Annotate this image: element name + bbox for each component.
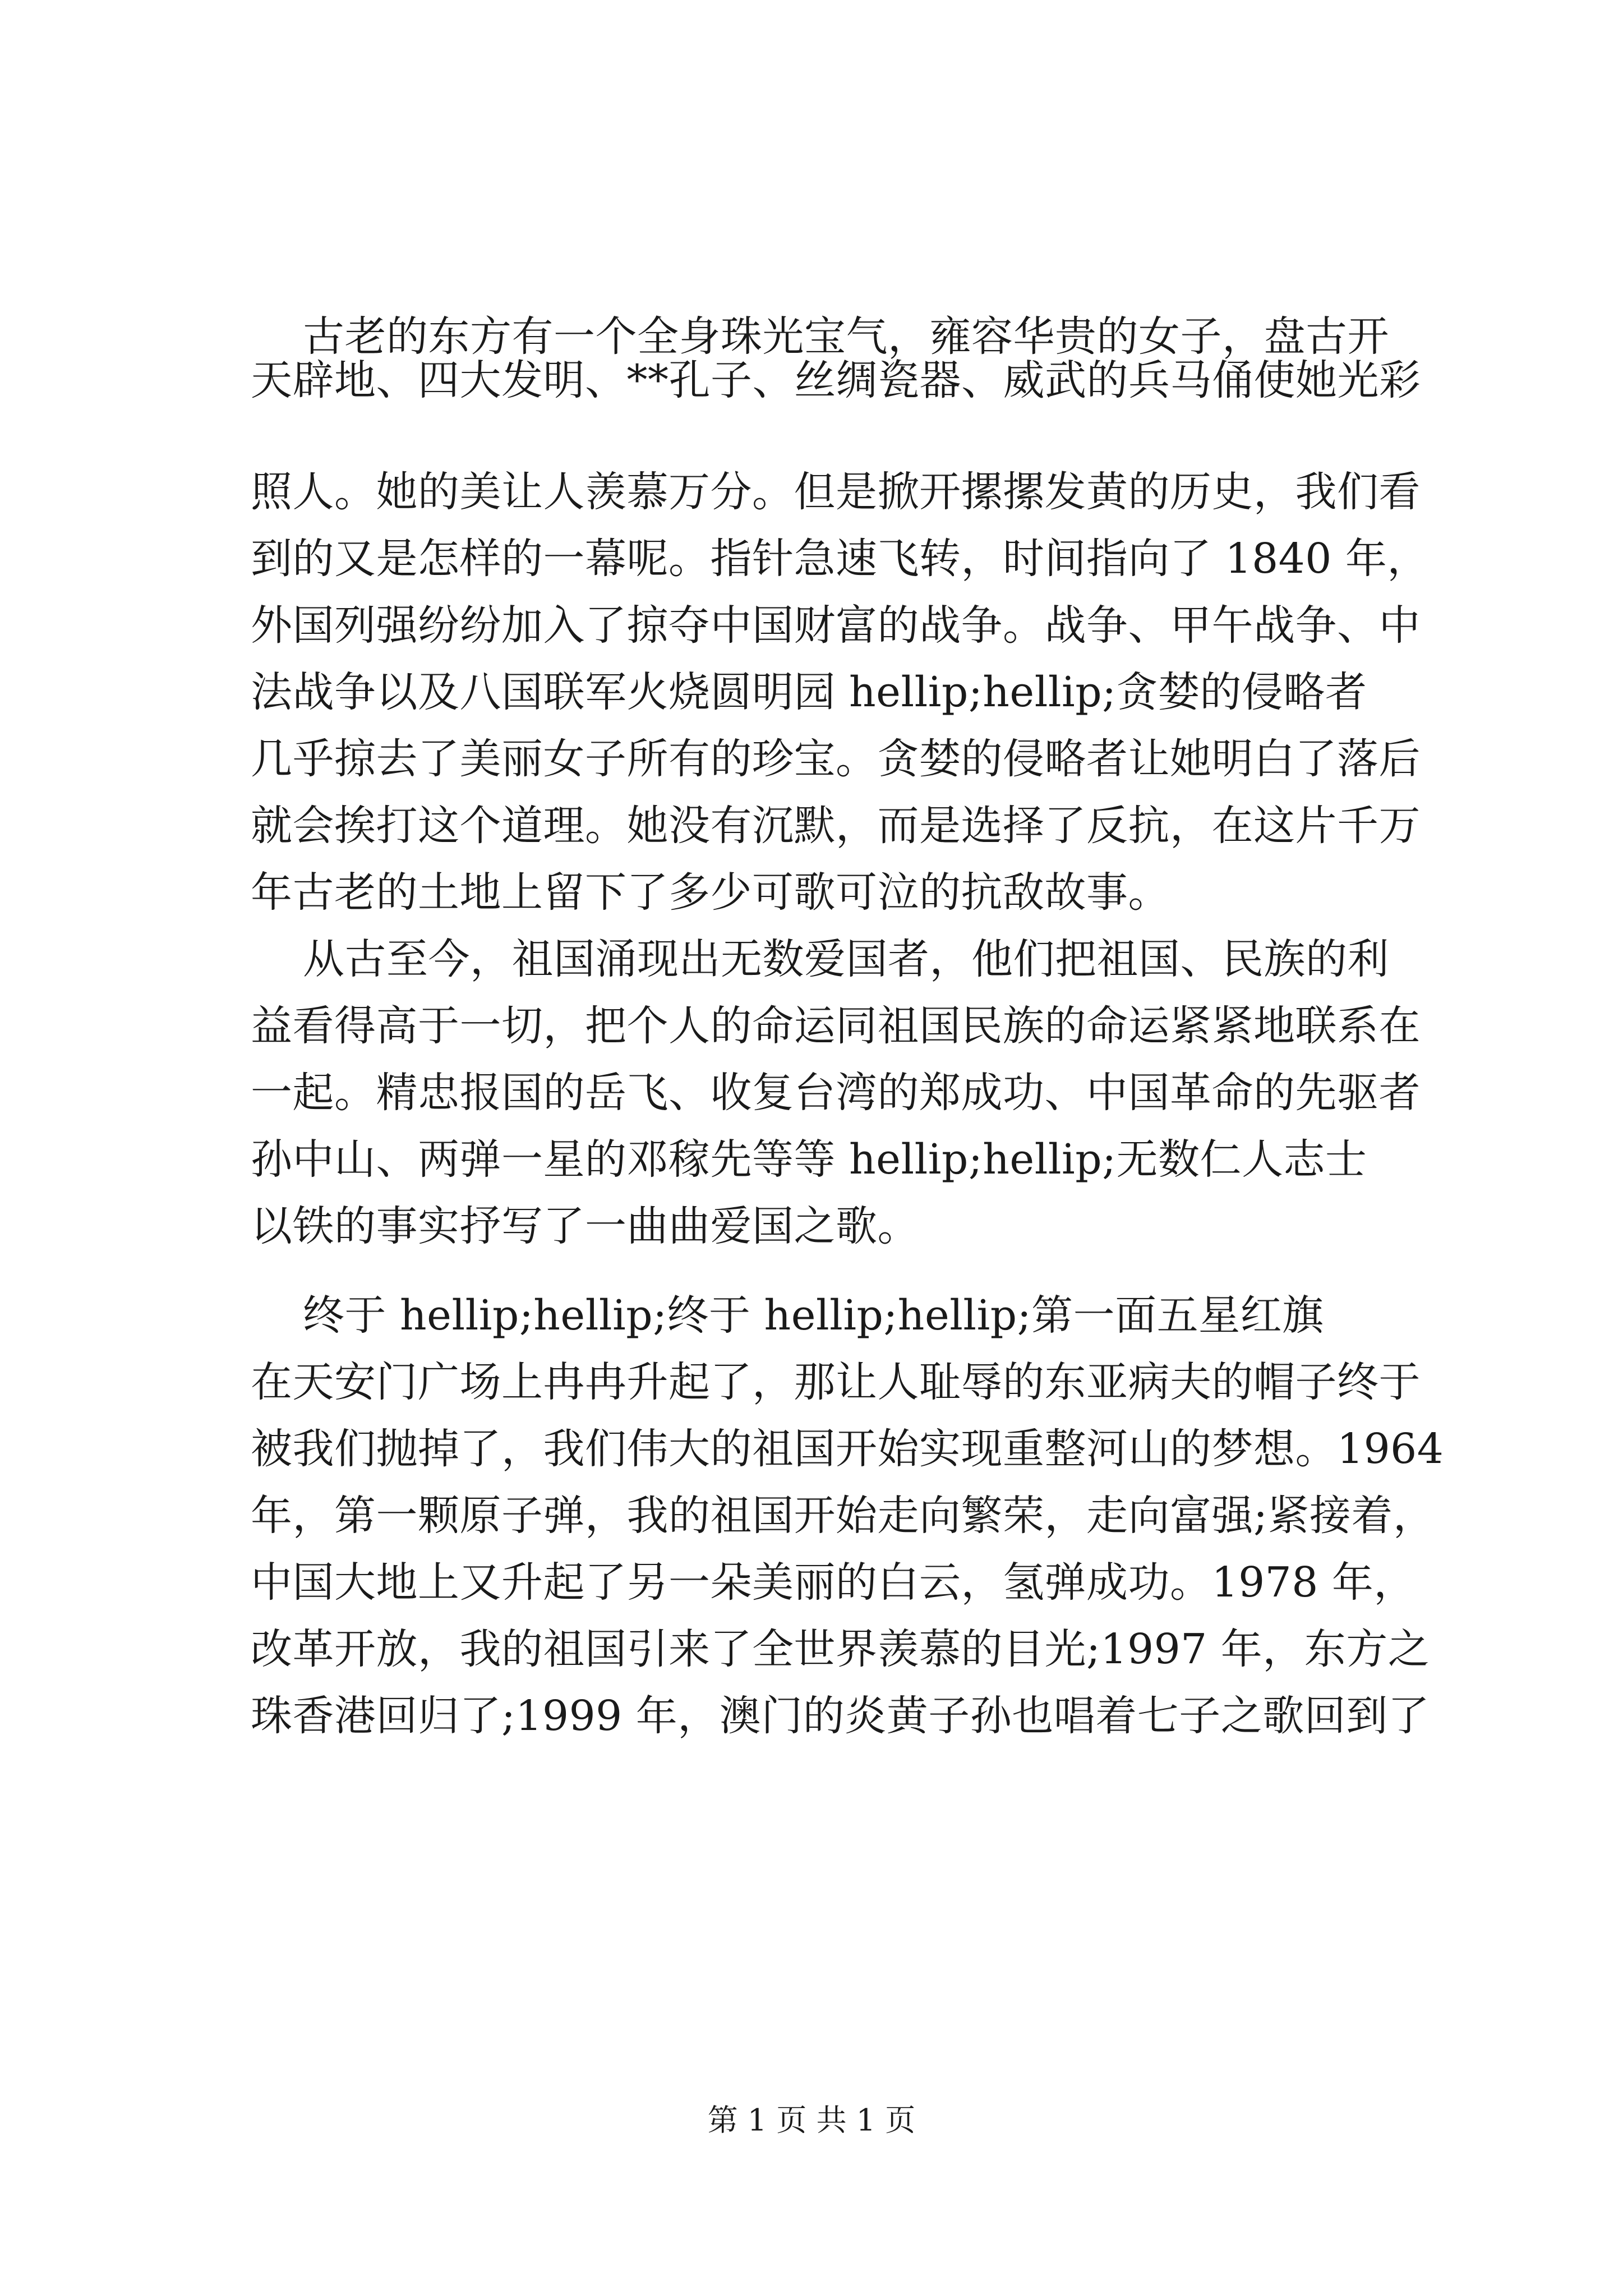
paragraph-1-line-8: 就会挨打这个道理。她没有沉默，而是选择了反抗，在这片千万 [251, 802, 1421, 850]
paragraph-3-line-6: 改革开放，我的祖国引来了全世界羡慕的目光;1997 年，东方之 [251, 1625, 1430, 1673]
paragraph-1-line-3: 照人。她的美让人羡慕万分。但是掀开摞摞发黄的历史，我们看 [251, 468, 1421, 516]
paragraph-1-line-7: 几乎掠去了美丽女子所有的珍宝。贪婪的侵略者让她明白了落后 [251, 735, 1421, 783]
page-footer [0, 2101, 1623, 2140]
page-number-label: 第 1 页 共 1 页 [707, 2102, 916, 2138]
paragraph-3-line-1: 终于 hellip;hellip;终于 hellip;hellip;第一面五星红旗 [303, 1291, 1324, 1340]
paragraph-3-line-4: 年，第一颗原子弹，我的祖国开始走向繁荣，走向富强;紧接着， [251, 1492, 1435, 1540]
paragraph-1-line-5: 外国列强纷纷加入了掠夺中国财富的战争。战争、甲午战争、中 [251, 601, 1421, 650]
paragraph-2-line-1: 从古至今，祖国涌现出无数爱国者，他们把祖国、民族的利 [303, 935, 1389, 983]
paragraph-3-line-7: 珠香港回归了;1999 年，澳门的炎黄子孙也唱着七子之歌回到了 [251, 1692, 1430, 1740]
paragraph-3-line-5: 中国大地上又升起了另一朵美丽的白云，氢弹成功。1978 年， [251, 1558, 1415, 1607]
paragraph-2-line-3: 一起。精忠报国的岳飞、收复台湾的郑成功、中国革命的先驱者 [251, 1069, 1421, 1117]
paragraph-2-line-5: 以铁的事实抒写了一曲曲爱国之歌。 [251, 1202, 919, 1250]
paragraph-3-line-2: 在天安门广场上冉冉升起了，那让人耻辱的东亚病夫的帽子终于 [251, 1358, 1421, 1406]
paragraph-1-line-1: 古老的东方有一个全身珠光宝气，雍容华贵的女子，盘古开 [303, 312, 1389, 361]
paragraph-3-line-3: 被我们抛掉了，我们伟大的祖国开始实现重整河山的梦想。1964 [251, 1425, 1444, 1473]
paragraph-1-line-9: 年古老的土地上留下了多少可歌可泣的抗敌故事。 [251, 868, 1170, 917]
paragraph-2-line-2: 益看得高于一切，把个人的命运同祖国民族的命运紧紧地联系在 [251, 1002, 1421, 1050]
paragraph-1-line-2: 天辟地、四大发明、**孔子、丝绸瓷器、威武的兵马俑使她光彩 [251, 356, 1421, 404]
paragraph-1-line-4: 到的又是怎样的一幕呢。指针急速飞转，时间指向了 1840 年， [251, 535, 1429, 583]
paragraph-2-line-4: 孙中山、两弹一星的邓稼先等等 hellip;hellip;无数仁人志士 [251, 1135, 1367, 1184]
paragraph-1-line-6: 法战争以及八国联军火烧圆明园 hellip;hellip;贪婪的侵略者 [251, 668, 1367, 716]
